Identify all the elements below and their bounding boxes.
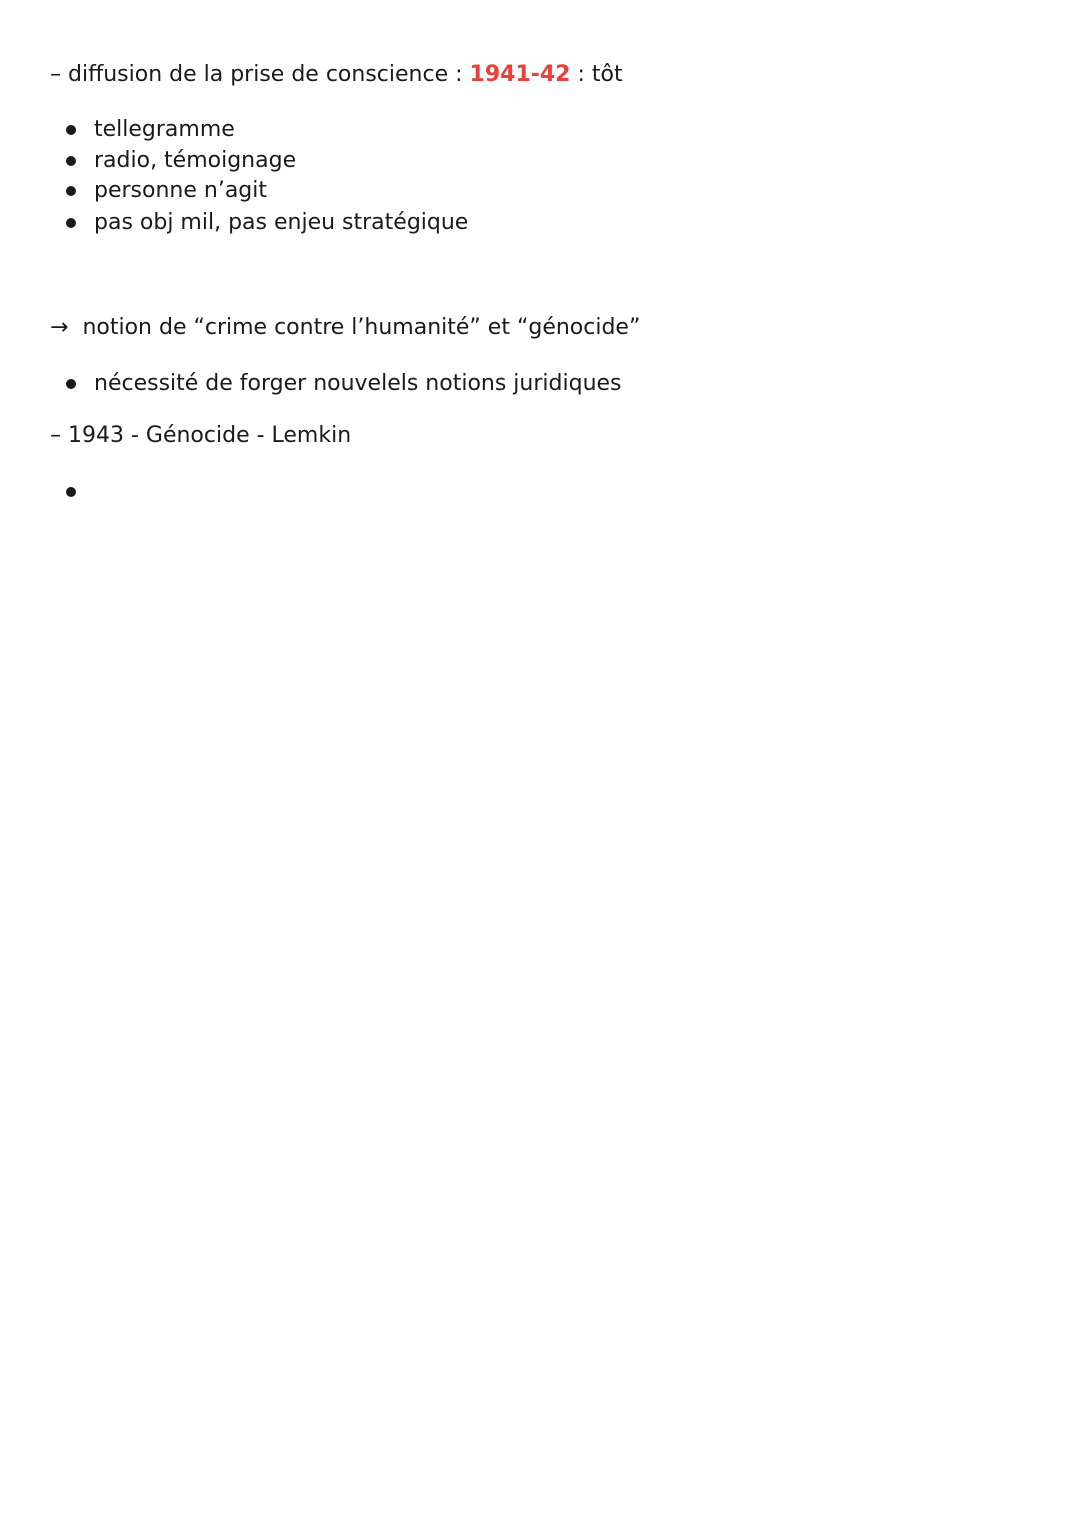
section1-tail: : tôt [570,62,623,87]
bullet-icon [66,156,76,166]
section2-heading [50,313,640,343]
list-item-text: pas obj mil, pas enjeu stratégique [94,210,469,235]
bullet-icon [66,218,76,228]
section3-heading: – 1943 - Génocide - Lemkin [50,423,352,448]
date-highlight: 1941-42 [469,62,571,87]
arrow-icon: → [50,315,69,340]
list-item-text: radio, témoignage [94,148,297,173]
bullet-icon [66,379,76,389]
list-item-text: nécessité de forger nouvelels notions juridiques [94,371,622,396]
section1-lead: – diffusion de la prise de conscience : [50,62,470,87]
list-item-text: tellegramme [94,117,235,142]
section1-heading [50,60,623,90]
list-item-text: personne n’agit [94,178,268,203]
section2-heading-text: notion de “crime contre l’humanité” et “génocide” [82,315,641,340]
bullet-icon [66,487,76,497]
bullet-icon [66,186,76,196]
bullet-icon [66,125,76,135]
